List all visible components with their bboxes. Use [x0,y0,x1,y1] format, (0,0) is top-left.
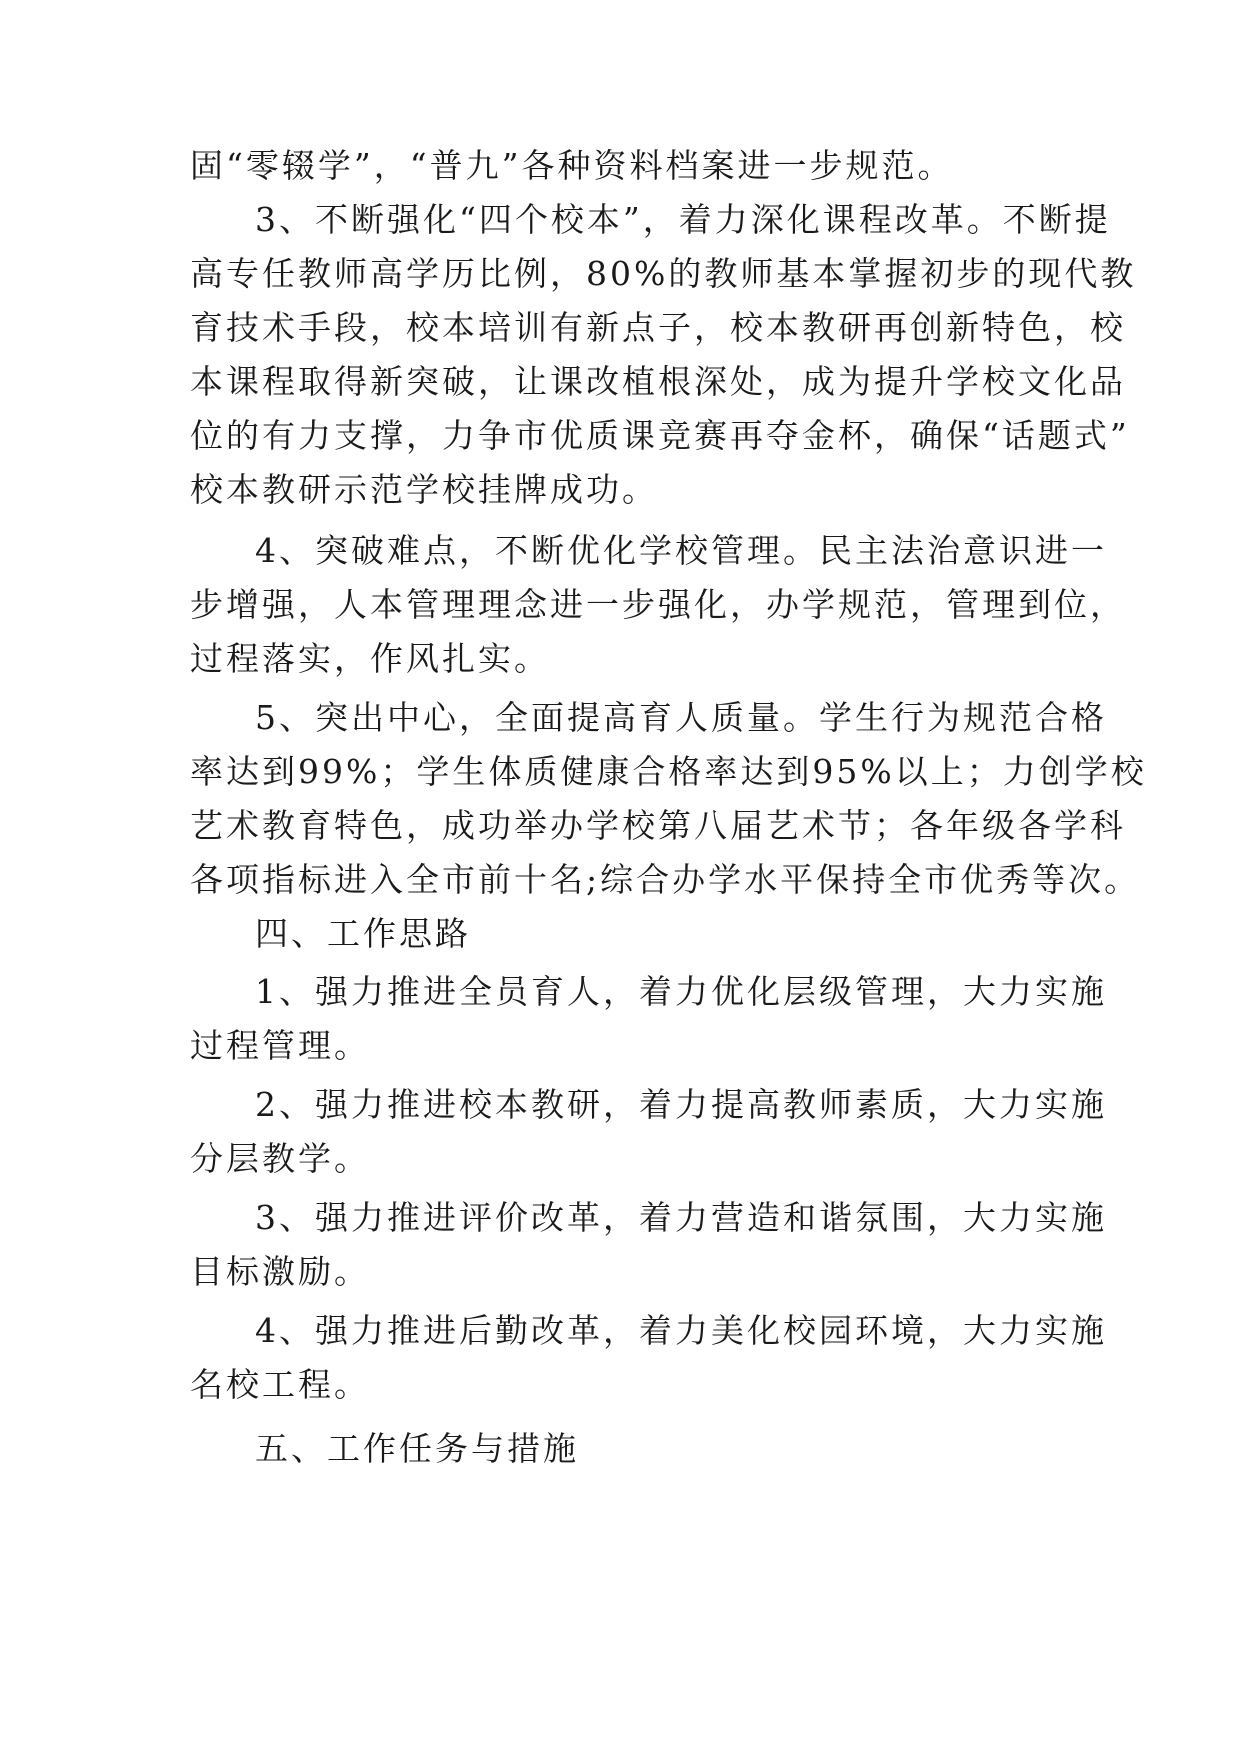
text-line: 目标激励。 [190,1252,370,1291]
text-line: 校本教研示范学校挂牌成功。 [190,470,658,509]
text-line: 步增强，人本管理理念进一步强化，办学规范，管理到位， [190,585,1126,624]
text-line: 5、突出中心，全面提高育人质量。学生行为规范合格 [255,698,1107,737]
text-line: 艺术教育特色，成功举办学校第八届艺术节；各年级各学科 [190,806,1126,845]
section-heading: 五、工作任务与措施 [255,1429,579,1468]
text-line: 分层教学。 [190,1139,370,1178]
text-line: 4、强力推进后勤改革，着力美化校园环境，大力实施 [255,1311,1107,1350]
text-line: 3、强力推进评价改革，着力营造和谐氛围，大力实施 [255,1198,1107,1237]
text-line: 2、强力推进校本教研，着力提高教师素质，大力实施 [255,1085,1107,1124]
section-heading: 四、工作思路 [255,914,471,953]
text-line: 各项指标进入全市前十名;综合办学水平保持全市优秀等次。 [190,860,1141,899]
text-line: 率达到99%；学生体质健康合格率达到95%以上；力创学校 [190,752,1147,791]
text-line: 过程落实，作风扎实。 [190,639,550,678]
text-line: 4、突破难点，不断优化学校管理。民主法治意识进一 [255,531,1107,570]
text-line: 位的有力支撑，力争市优质课竞赛再夺金杯，确保“话题式” [190,416,1130,455]
text-line: 育技术手段，校本培训有新点子，校本教研再创新特色，校 [190,308,1126,347]
text-line: 本课程取得新突破，让课改植根深处，成为提升学校文化品 [190,362,1126,401]
text-line: 名校工程。 [190,1365,370,1404]
text-line: 固“零辍学”，“普九”各种资料档案进一步规范。 [190,146,954,185]
text-line: 3、不断强化“四个校本”，着力深化课程改革。不断提 [255,200,1111,239]
text-line: 过程管理。 [190,1026,370,1065]
text-line: 1、强力推进全员育人，着力优化层级管理，大力实施 [255,972,1107,1011]
text-line: 高专任教师高学历比例，80%的教师基本掌握初步的现代教 [190,254,1137,293]
